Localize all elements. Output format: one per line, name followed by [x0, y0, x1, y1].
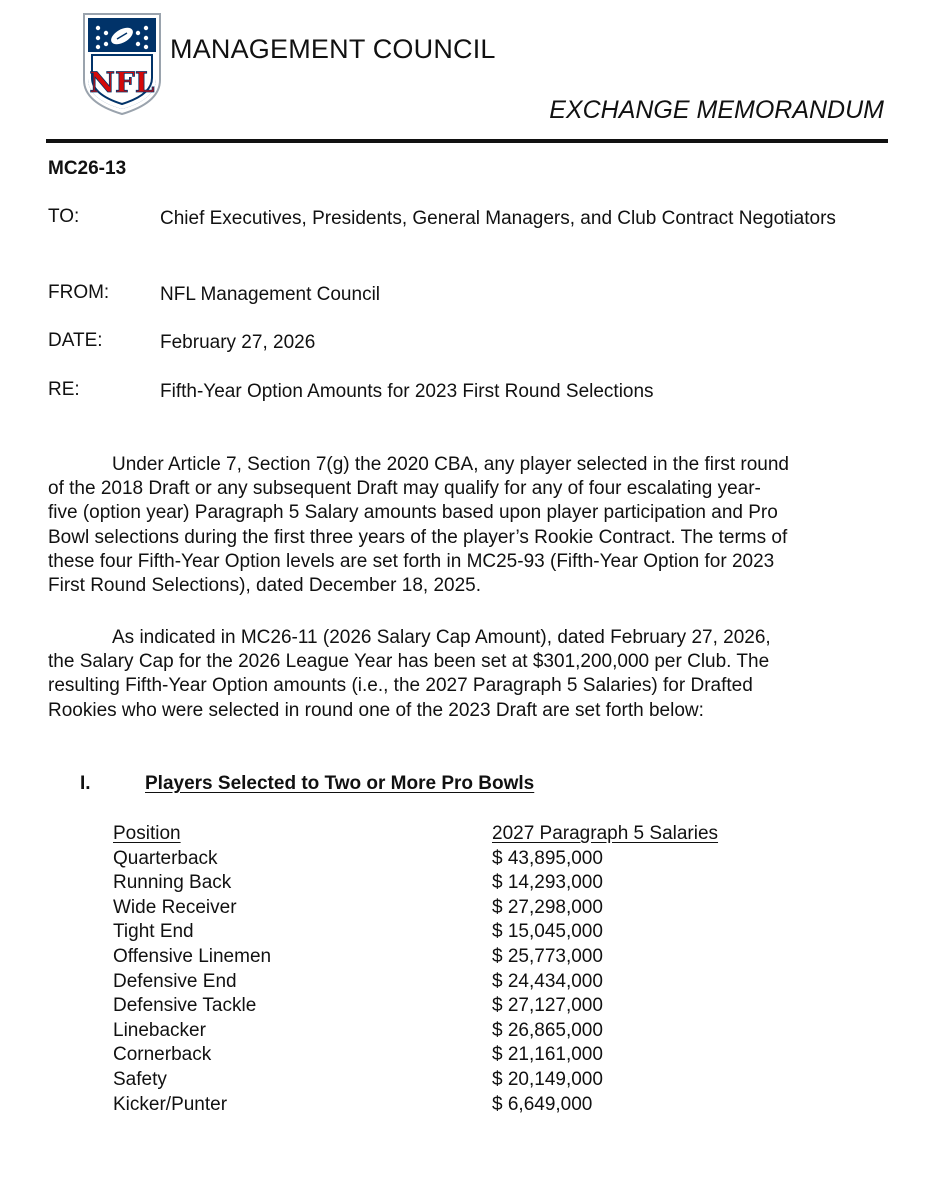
to-value: Chief Executives, Presidents, General Managers, and Club Contract Negotiators: [160, 208, 836, 229]
position-cell: Offensive Linemen: [113, 945, 272, 967]
position-cell: Wide Receiver: [113, 896, 237, 918]
memo-number: MC26-13: [48, 158, 127, 179]
paragraph-line: these four Fifth-Year Option levels are set forth in MC25-93 (Fifth-Year Option for 2023: [48, 550, 775, 572]
salary-cell: $ 14,293,000: [492, 872, 603, 894]
salary-table: [113, 822, 813, 1117]
table-row: [113, 945, 813, 970]
position-cell: Cornerback: [113, 1044, 212, 1066]
paragraph-line: Rookies who were selected in round one of the 2023 Draft are set forth below:: [48, 699, 704, 721]
column-header-salaries: 2027 Paragraph 5 Salaries: [492, 823, 719, 844]
salary-cell: $ 6,649,000: [492, 1093, 593, 1115]
position-cell: Defensive End: [113, 970, 237, 992]
position-cell: Linebacker: [113, 1019, 206, 1041]
table-header-row: [113, 822, 813, 847]
table-row: [113, 1043, 813, 1068]
table-row: [113, 847, 813, 872]
council-title: MANAGEMENT COUNCIL: [170, 34, 496, 64]
table-row: [113, 994, 813, 1019]
position-cell: Defensive Tackle: [113, 995, 257, 1017]
position-cell: Running Back: [113, 872, 232, 894]
position-cell: Tight End: [113, 921, 194, 943]
table-row: [113, 896, 813, 921]
table-row: [113, 920, 813, 945]
header-divider: [46, 139, 888, 143]
table-row: [113, 1019, 813, 1044]
position-cell: Safety: [113, 1068, 167, 1090]
table-row: [113, 871, 813, 896]
salary-cell: $ 24,434,000: [492, 970, 603, 992]
paragraph-line: five (option year) Paragraph 5 Salary amounts based upon player participation and Pro: [48, 502, 778, 524]
paragraph-line: resulting Fifth-Year Option amounts (i.e., the 2027 Paragraph 5 Salaries) for Drafted: [48, 675, 753, 697]
paragraph-line: Bowl selections during the first three years of the player’s Rookie Contract. The terms of: [48, 526, 788, 548]
salary-cell: $ 25,773,000: [492, 945, 603, 967]
position-cell: Kicker/Punter: [113, 1093, 228, 1115]
from-value: NFL Management Council: [160, 284, 381, 305]
salary-cell: $ 15,045,000: [492, 921, 603, 943]
salary-cell: $ 27,127,000: [492, 995, 603, 1017]
date-label: DATE:: [48, 330, 103, 351]
paragraph-line: of the 2018 Draft or any subsequent Draft may qualify for any of four escalating year-: [48, 478, 761, 500]
re-label: RE:: [48, 379, 80, 400]
nfl-shield-logo: [80, 8, 164, 116]
table-body: [113, 847, 813, 1118]
paragraph-line: the Salary Cap for the 2026 League Year has been set at $301,200,000 per Club. The: [48, 651, 770, 673]
paragraph-line: First Round Selections), dated December 18, 2025.: [48, 575, 482, 597]
salary-cell: $ 26,865,000: [492, 1019, 603, 1041]
paragraph-line: Under Article 7, Section 7(g) the 2020 CBA, any player selected in the first round: [112, 454, 789, 475]
memo-type: EXCHANGE MEMORANDUM: [549, 96, 884, 124]
date-value: February 27, 2026: [160, 332, 316, 353]
table-row: [113, 970, 813, 995]
from-label: FROM:: [48, 282, 110, 303]
position-cell: Quarterback: [113, 847, 218, 869]
paragraph-line: As indicated in MC26-11 (2026 Salary Cap Amount), dated February 27, 2026,: [112, 627, 771, 648]
table-row: [113, 1093, 813, 1118]
section-number: I.: [80, 773, 91, 794]
column-header-position: Position: [113, 823, 181, 844]
svg-text:NFL: NFL: [89, 66, 155, 99]
body-paragraph-2: [48, 626, 890, 723]
to-label: TO:: [48, 206, 80, 227]
body-paragraph-1: [48, 453, 890, 598]
salary-cell: $ 21,161,000: [492, 1044, 603, 1066]
salary-cell: $ 27,298,000: [492, 896, 603, 918]
salary-cell: $ 20,149,000: [492, 1068, 603, 1090]
re-value: Fifth-Year Option Amounts for 2023 First Round Selections: [160, 381, 654, 402]
section-title: Players Selected to Two or More Pro Bowls: [145, 773, 535, 794]
salary-cell: $ 43,895,000: [492, 847, 603, 869]
table-row: [113, 1068, 813, 1093]
